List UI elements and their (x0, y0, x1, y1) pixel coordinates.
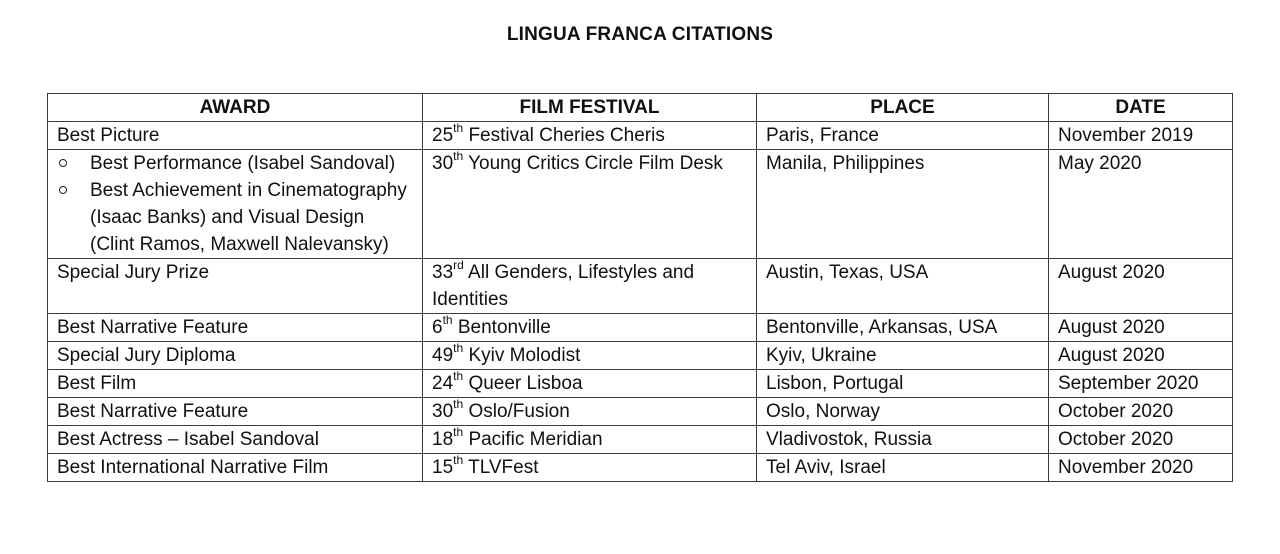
festival-name: All Genders, Lifestyles and Identities (432, 262, 695, 310)
ordinal-suffix: th (453, 396, 464, 411)
table-row (48, 259, 1233, 314)
award-cell (48, 150, 423, 259)
festival-name: Young Critics Circle Film Desk (468, 153, 723, 174)
table-row (48, 426, 1233, 454)
ordinal-suffix: th (453, 368, 464, 383)
table-row (48, 122, 1233, 150)
place-cell: Kyiv, Ukraine (757, 342, 1049, 370)
festival-number: 18 (432, 429, 454, 450)
hollow-bullet-icon (59, 159, 67, 167)
festival-number: 6 (432, 317, 443, 338)
festival-name: Queer Lisboa (468, 373, 583, 394)
festival-cell (423, 398, 757, 426)
ordinal-suffix: th (453, 148, 464, 163)
award-cell: Best Film (48, 370, 423, 398)
header-place: PLACE (757, 94, 1049, 122)
ordinal-suffix: rd (453, 257, 464, 272)
table-row (48, 398, 1233, 426)
festival-cell (423, 122, 757, 150)
award-cell: Best Narrative Feature (48, 398, 423, 426)
award-cell: Best International Narrative Film (48, 454, 423, 482)
date-cell: October 2020 (1049, 426, 1233, 454)
place-cell: Lisbon, Portugal (757, 370, 1049, 398)
ordinal-suffix: th (453, 424, 464, 439)
place-cell: Vladivostok, Russia (757, 426, 1049, 454)
award-list-item (57, 150, 413, 177)
award-cell: Best Narrative Feature (48, 314, 423, 342)
festival-name: Festival Cheries Cheris (468, 125, 665, 146)
date-cell: November 2019 (1049, 122, 1233, 150)
date-cell: May 2020 (1049, 150, 1233, 259)
award-list-item-text: Best Performance (Isabel Sandoval) (90, 153, 396, 174)
festival-number: 15 (432, 457, 454, 478)
place-cell: Oslo, Norway (757, 398, 1049, 426)
date-cell: August 2020 (1049, 259, 1233, 314)
table-row (48, 314, 1233, 342)
festival-number: 25 (432, 125, 454, 146)
ordinal-suffix: th (453, 452, 464, 467)
ordinal-suffix: th (453, 120, 464, 135)
place-cell: Manila, Philippines (757, 150, 1049, 259)
header-award: AWARD (48, 94, 423, 122)
place-cell: Bentonville, Arkansas, USA (757, 314, 1049, 342)
festival-number: 33 (432, 262, 454, 283)
ordinal-suffix: th (453, 340, 464, 355)
festival-number: 30 (432, 401, 454, 422)
table-header-row (48, 94, 1233, 122)
date-cell: August 2020 (1049, 342, 1233, 370)
ordinal-suffix: th (442, 312, 453, 327)
date-cell: November 2020 (1049, 454, 1233, 482)
header-date: DATE (1049, 94, 1233, 122)
header-film-festival: FILM FESTIVAL (423, 94, 757, 122)
place-cell: Paris, France (757, 122, 1049, 150)
festival-name: Kyiv Molodist (468, 345, 581, 366)
festival-name: Oslo/Fusion (468, 401, 570, 422)
award-cell: Best Picture (48, 122, 423, 150)
table-row (48, 150, 1233, 259)
place-cell: Austin, Texas, USA (757, 259, 1049, 314)
place-cell: Tel Aviv, Israel (757, 454, 1049, 482)
award-cell: Special Jury Diploma (48, 342, 423, 370)
hollow-bullet-icon (59, 186, 67, 194)
citations-table (47, 93, 1233, 482)
festival-cell (423, 314, 757, 342)
table-row (48, 370, 1233, 398)
festival-name: Pacific Meridian (468, 429, 603, 450)
date-cell: August 2020 (1049, 314, 1233, 342)
document-title: LINGUA FRANCA CITATIONS (506, 24, 774, 45)
date-cell: September 2020 (1049, 370, 1233, 398)
award-list (57, 150, 413, 258)
festival-cell (423, 150, 757, 259)
table-row (48, 454, 1233, 482)
festival-cell (423, 259, 757, 314)
festival-number: 30 (432, 153, 454, 174)
date-cell: October 2020 (1049, 398, 1233, 426)
award-cell: Best Actress – Isabel Sandoval (48, 426, 423, 454)
festival-cell (423, 426, 757, 454)
table-row (48, 342, 1233, 370)
festival-cell (423, 342, 757, 370)
festival-number: 24 (432, 373, 454, 394)
festival-name: Bentonville (457, 317, 551, 338)
award-list-item-text: Best Achievement in Cinematography (Isaac Banks) and Visual Design (Clint Ramos, Maxwell Nalevansky) (90, 180, 407, 255)
festival-number: 49 (432, 345, 454, 366)
award-list-item (57, 177, 413, 258)
award-cell: Special Jury Prize (48, 259, 423, 314)
festival-name: TLVFest (468, 457, 539, 478)
festival-cell (423, 454, 757, 482)
festival-cell (423, 370, 757, 398)
